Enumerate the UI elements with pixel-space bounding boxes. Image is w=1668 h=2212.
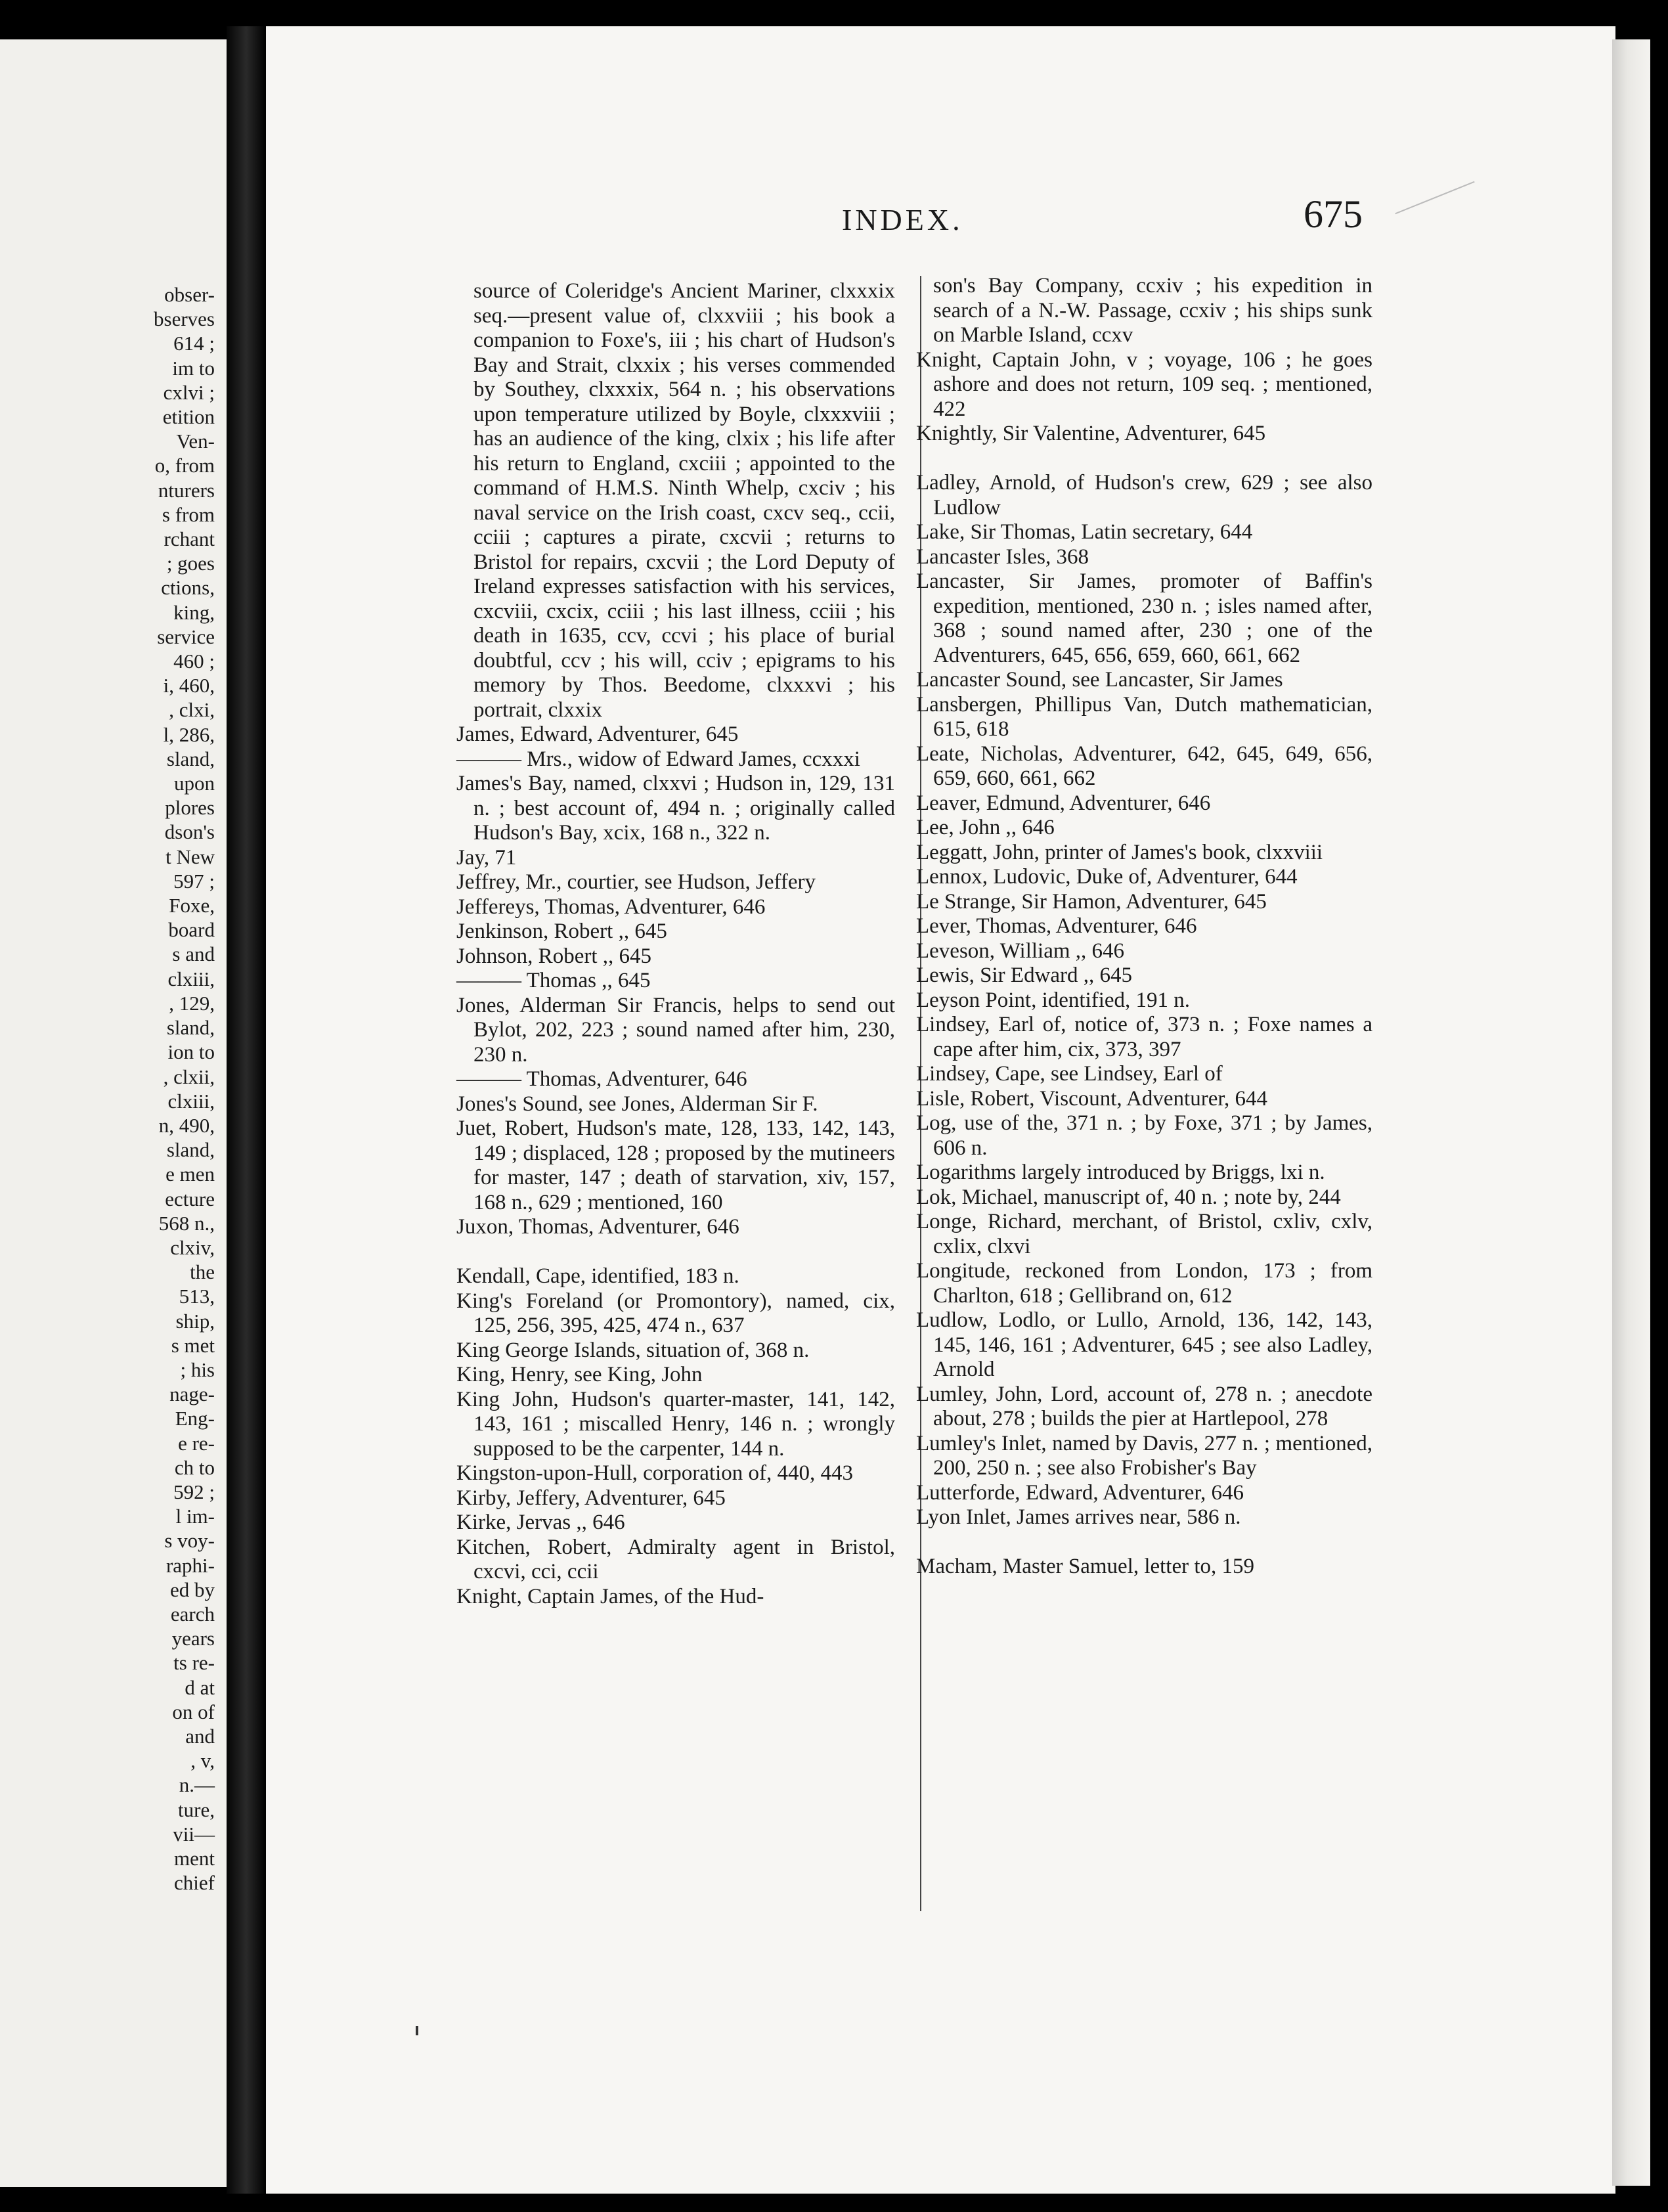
fragment-line: l im-	[175, 1505, 215, 1528]
fragment-line: Eng-	[175, 1407, 215, 1430]
index-entry: Johnson, Robert ,, 645	[456, 944, 651, 968]
fragment-line: plores	[165, 796, 215, 820]
fragment-line: sland,	[166, 747, 215, 770]
fragment-line: vii—	[173, 1822, 215, 1846]
fragment-line: chief	[174, 1871, 215, 1895]
fragment-line: Foxe,	[169, 894, 215, 918]
fragment-line: ctions,	[161, 576, 215, 600]
index-entry: Lancaster, Sir James, promoter of Baffin's expedition, mentioned, 230 n. ; isles named after, 368 ; sound named after, 230 ; one of the Adventurers, 645, 656, 659, 660, 661, 662	[916, 569, 1372, 667]
fragment-line: ; his	[180, 1358, 215, 1381]
index-entry: Kendall, Cape, identified, 183 n.	[456, 1264, 739, 1288]
running-head: INDEX.	[842, 203, 963, 236]
fragment-line: o, from	[154, 454, 215, 477]
fragment-line: ion to	[167, 1040, 215, 1064]
fragment-line: d at	[185, 1675, 215, 1699]
fragment-line: 592 ;	[173, 1480, 215, 1503]
fragment-line: ch to	[174, 1455, 215, 1479]
previous-page-text	[154, 282, 215, 1895]
fragment-line: , clxii,	[163, 1065, 215, 1088]
index-entry: King John, Hudson's quarter-master, 141, 142, 143, 161 ; miscalled Henry, 146 n. ; wrongly supposed to be the carpenter, 144 n.	[456, 1387, 895, 1461]
index-entry: Log, use of the, 371 n. ; by Foxe, 371 ; by James, 606 n.	[916, 1111, 1372, 1160]
index-entry: Knight, Captain John, v ; voyage, 106 ; he goes ashore and does not return, 109 seq. ; mentioned, 422	[916, 347, 1372, 421]
fragment-line: s from	[162, 502, 215, 526]
index-entry: Leyson Point, identified, 191 n.	[916, 988, 1191, 1012]
fragment-line: board	[168, 918, 215, 942]
index-entry: Lancaster Isles, 368	[916, 544, 1089, 569]
fragment-line: l, 286,	[163, 722, 215, 746]
index-entry: Lindsey, Cape, see Lindsey, Earl of	[916, 1062, 1223, 1086]
index-entry: Lisle, Robert, Viscount, Adventurer, 644	[916, 1086, 1268, 1111]
index-entry: Lee, John ,, 646	[916, 816, 1055, 839]
index-entry: Longitude, reckoned from London, 173 ; from Charlton, 618 ; Gellibrand on, 612	[916, 1259, 1372, 1308]
index-entry: Juet, Robert, Hudson's mate, 128, 133, 142, 143, 149 ; displaced, 128 ; proposed by the mutineers for master, 147 ; death of starvation, xiv, 157, 168 n., 629 ; mentioned, 160	[456, 1117, 895, 1214]
fragment-line: on of	[172, 1700, 215, 1723]
index-entry: Leate, Nicholas, Adventurer, 642, 645, 649, 656, 659, 660, 661, 662	[916, 741, 1372, 790]
fragment-line: king,	[173, 600, 215, 624]
fragment-line: i, 460,	[163, 674, 215, 697]
fragment-line: ture,	[178, 1798, 215, 1821]
fragment-line: , clxi,	[169, 698, 215, 722]
fragment-line: cxlvi ;	[163, 380, 215, 404]
section-gap	[916, 1530, 1372, 1555]
fragment-line: obser-	[164, 283, 215, 306]
fragment-line: 614 ;	[173, 332, 215, 355]
index-entry: Leggatt, John, printer of James's book, clxxviii	[916, 840, 1323, 864]
index-entry: King's Foreland (or Promontory), named, cix, 125, 256, 395, 425, 474 n., 637	[456, 1289, 895, 1337]
fragment-line: nturers	[158, 478, 215, 502]
fragment-line: n, 490,	[158, 1113, 215, 1137]
print-speck	[416, 2026, 418, 2035]
index-entry: Kirke, Jervas ,, 646	[456, 1511, 625, 1534]
fragment-line: the	[190, 1260, 215, 1284]
index-entry: Le Strange, Sir Hamon, Adventurer, 645	[916, 889, 1267, 914]
page-number: 675	[1304, 192, 1363, 236]
fragment-line: 460 ;	[173, 650, 215, 673]
fragment-line: upon	[174, 772, 215, 795]
index-entry: Lumley, John, Lord, account of, 278 n. ; anecdote about, 278 ; builds the pier at Hartlepool, 278	[916, 1382, 1372, 1430]
fragment-line: ecture	[165, 1187, 215, 1210]
fragment-line: nage-	[169, 1382, 215, 1406]
index-entry: Kingston-upon-Hull, corporation of, 440, 443	[456, 1461, 854, 1485]
index-entry: Ludlow, Lodlo, or Lullo, Arnold, 136, 142, 143, 145, 146, 161 ; Adventurer, 645 ; see also Ladley, Arnold	[916, 1308, 1372, 1381]
fragment-line: ts re-	[173, 1651, 215, 1675]
fragment-line: e re-	[178, 1431, 215, 1455]
index-entry: Longe, Richard, merchant, of Bristol, cxliv, cxlv, cxlix, clxvi	[916, 1210, 1372, 1258]
index-entry: Jay, 71	[456, 845, 517, 870]
index-column-right	[916, 274, 1372, 1580]
fragment-line: e men	[165, 1162, 215, 1186]
fragment-line: im to	[172, 356, 215, 380]
section-gap	[456, 1240, 895, 1265]
fragment-line: clxiv,	[170, 1235, 215, 1259]
fragment-line: 513,	[179, 1285, 215, 1308]
fragment-line: s met	[171, 1333, 215, 1357]
index-entry: Macham, Master Samuel, letter to, 159	[916, 1555, 1255, 1578]
fragment-line: 597 ;	[173, 869, 215, 893]
index-entry: James, Edward, Adventurer, 645	[456, 722, 739, 746]
index-entry: Lake, Sir Thomas, Latin secretary, 644	[916, 520, 1253, 544]
index-entry: Lok, Michael, manuscript of, 40 n. ; note by, 244	[916, 1185, 1341, 1209]
index-entry: Knight, Captain James, of the Hud-	[456, 1584, 764, 1608]
index-entry: Lennox, Ludovic, Duke of, Adventurer, 644	[916, 865, 1298, 889]
index-entry: Lancaster Sound, see Lancaster, Sir James	[916, 668, 1283, 692]
fragment-line: s voy-	[164, 1529, 215, 1553]
index-entry: Juxon, Thomas, Adventurer, 646	[456, 1215, 739, 1239]
index-entry: Knightly, Sir Valentine, Adventurer, 645	[916, 422, 1266, 445]
section-gap	[916, 447, 1372, 472]
fragment-line: n.—	[179, 1773, 215, 1797]
fragment-line: raphi-	[165, 1553, 215, 1577]
book-gutter	[227, 26, 266, 2194]
index-entry: James's Bay, named, clxxvi ; Hudson in, 129, 131 n. ; best account of, 494 n. ; originally called Hudson's Bay, xcix, 168 n., 322 n.	[456, 772, 895, 845]
index-entry: Jenkinson, Robert ,, 645	[456, 919, 667, 943]
index-entry: ——— Thomas, Adventurer, 646	[456, 1067, 747, 1091]
fragment-line: rchant	[164, 527, 215, 551]
index-entry: King George Islands, situation of, 368 n.	[456, 1338, 810, 1362]
index-entry: ——— Thomas ,, 645	[456, 969, 651, 992]
fragment-line: s and	[172, 942, 215, 966]
fragment-line: ment	[174, 1847, 215, 1870]
previous-page-fragment	[0, 39, 227, 2187]
fragment-line: and	[185, 1724, 215, 1748]
index-entry: Kirby, Jeffery, Adventurer, 645	[456, 1486, 726, 1510]
index-entry: Jeffrey, Mr., courtier, see Hudson, Jeffery	[456, 870, 816, 894]
index-entry: Lewis, Sir Edward ,, 645	[916, 963, 1133, 987]
fragment-line: ed by	[169, 1578, 215, 1601]
index-entry: Logarithms largely introduced by Briggs, lxi n.	[916, 1161, 1325, 1184]
index-entry: Leveson, William ,, 646	[916, 939, 1125, 963]
index-entry: Kitchen, Robert, Admiralty agent in Bristol, cxcvi, cci, ccii	[456, 1535, 895, 1583]
fragment-line: ship,	[175, 1309, 215, 1333]
fragment-line: Ven-	[176, 430, 215, 453]
index-entry: Lindsey, Earl of, notice of, 373 n. ; Foxe names a cape after him, cix, 373, 397	[916, 1013, 1372, 1061]
fragment-line: , 129,	[169, 991, 215, 1015]
page-edge	[1612, 39, 1650, 2186]
index-entry: Leaver, Edmund, Adventurer, 646	[916, 791, 1211, 815]
index-entry: Jones, Alderman Sir Francis, helps to send out Bylot, 202, 223 ; sound named after him, 230, 230 n.	[456, 993, 895, 1067]
fragment-line: t New	[165, 845, 215, 868]
index-entry: Lever, Thomas, Adventurer, 646	[916, 914, 1197, 938]
index-entry: King, Henry, see King, John	[456, 1363, 703, 1386]
fragment-line: clxiii,	[167, 1089, 215, 1113]
fragment-line: 568 n.,	[158, 1211, 215, 1235]
fragment-line: dson's	[164, 820, 215, 844]
index-entry: Ladley, Arnold, of Hudson's crew, 629 ; see also Ludlow	[916, 471, 1372, 520]
fragment-line: etition	[162, 405, 215, 429]
index-entry: source of Coleridge's Ancient Mariner, clxxxix seq.—present value of, clxxviii ; his book a companion to Foxe's, iii ; his chart of Hudson's Bay and Strait, clxxix ; his verses commended by Southey, clxxxix, 564 n. ; his observations upon temperature utilized by Boyle, clxxxviii ; has an audience of the king, clxix ; his life after his return to England, cxciii ; appointed to the command of H.M.S. Ninth Whelp, cxciv ; his naval service on the Irish coast, cxcv seq., ccii, cciii ; captures a pirate, cxcvii ; returns to Bristol for repairs, cxcvii ; the Lord Deputy of Ireland expresses satisfaction with his services, cxcviii, cxcix, cciii ; his last illness, cciii ; his death in 1635, ccv, ccvi ; his place of burial doubtful, ccv ; his will, cciv ; epigrams to his memory by Thos. Beedome, clxxxvi ; his portrait, clxxix	[473, 279, 895, 722]
index-entry: ——— Mrs., widow of Edward James, ccxxxi	[456, 747, 860, 771]
index-entry: Lutterforde, Edward, Adventurer, 646	[916, 1480, 1244, 1505]
index-entry: Lumley's Inlet, named by Davis, 277 n. ; mentioned, 200, 250 n. ; see also Frobisher's Bay	[916, 1431, 1372, 1480]
index-entry: Jones's Sound, see Jones, Alderman Sir F.	[456, 1092, 818, 1116]
fragment-line: , v,	[190, 1749, 215, 1773]
fragment-line: clxiii,	[167, 967, 215, 990]
index-entry: Lansbergen, Phillipus Van, Dutch mathematician, 615, 618	[916, 692, 1372, 741]
index-entry: Jeffereys, Thomas, Adventurer, 646	[456, 895, 766, 919]
fragment-line: years	[171, 1627, 215, 1650]
fragment-line: sland,	[166, 1138, 215, 1162]
fragment-line: earch	[170, 1602, 215, 1626]
fragment-line: service	[157, 625, 215, 648]
fragment-line: bserves	[154, 307, 215, 331]
fragment-line: ; goes	[166, 552, 215, 575]
index-column-left	[456, 279, 895, 1609]
index-entry: son's Bay Company, ccxiv ; his expedition in search of a N.-W. Passage, ccxiv ; his ships sunk on Marble Island, ccxv	[933, 274, 1372, 347]
index-entry: Lyon Inlet, James arrives near, 586 n.	[916, 1505, 1241, 1529]
fragment-line: sland,	[166, 1016, 215, 1040]
